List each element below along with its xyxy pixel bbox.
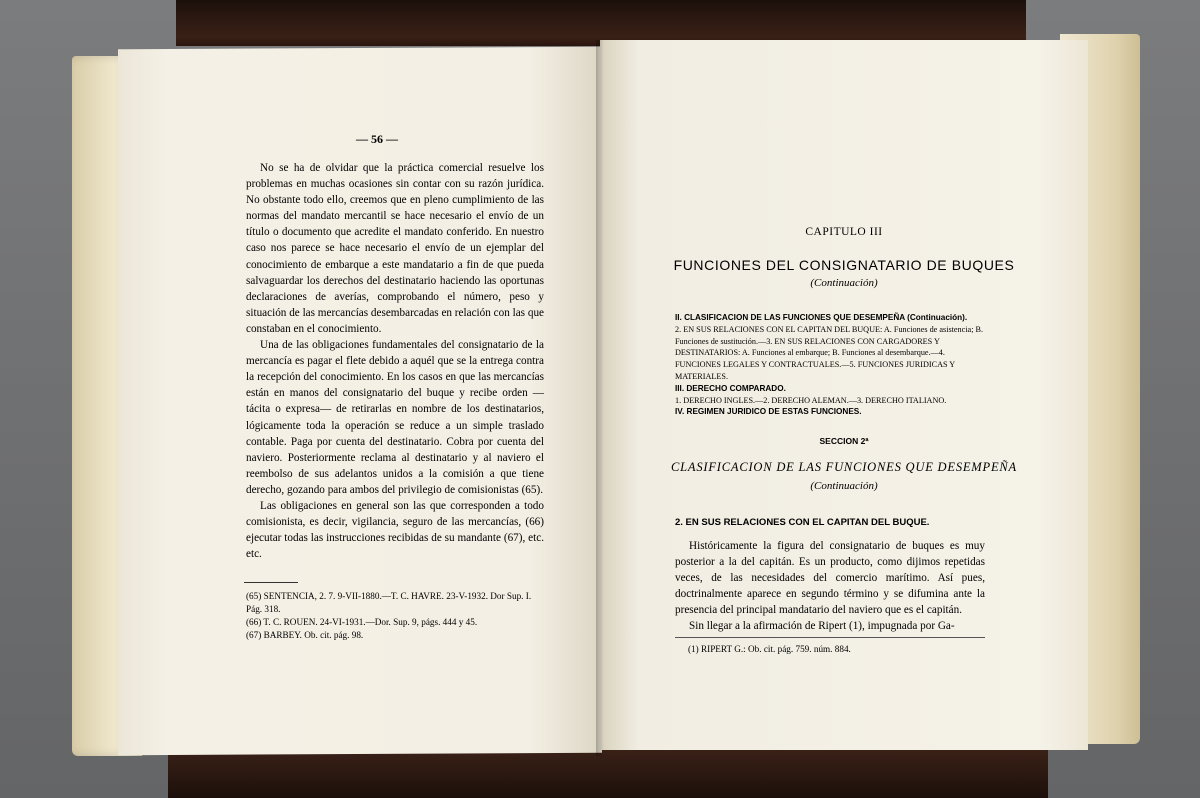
wooden-stand-bottom [168,748,1048,798]
summary-line: IV. REGIMEN JURIDICO DE ESTAS FUNCIONES. [675,407,862,417]
left-body-text [246,160,544,562]
book-gutter [596,40,604,756]
footnote: (65) SENTENCIA, 2. 7. 9-VII-1880.—T. C. HAVRE. 23-V-1932. Dor Sup. I. Pág. 318. [246,591,532,614]
chapter-title: FUNCIONES DEL CONSIGNATARIO DE BUQUES [673,257,1015,273]
summary-line: III. DERECHO COMPARADO. [675,383,786,393]
footnote: (66) T. C. ROUEN. 24-VI-1931.—Dor. Sup. 9, págs. 444 y 45. [246,617,478,627]
section-label: SECCION 2ª [819,436,869,446]
footnote-rule [244,582,298,583]
subsection-heading: 2. EN SUS RELACIONES CON EL CAPITAN DEL BUQUE. [675,517,930,528]
paragraph: Históricamente la figura del consignatario de buques es muy posterior a la del capitán. Es un producto, como dijimos repetidas veces, de las necesidades del comercio marítimo. Así pues, doctrinalmente aparece en segundo término y se difumina ante la presencia del principal mandatario del naviero que es el capitán. [675,540,985,617]
summary-line: II. CLASIFICACION DE LAS FUNCIONES QUE DESEMPEÑA (Continuación). [675,313,968,322]
paragraph: Una de las obligaciones fundamentales del consignatario de la mercancía es pagar el flete debido a aquél que se la entrega contra la recepción del conocimiento. En los casos en que las mercancías están en manos del consignatario del buque y recibe orden —tácita o expresa— de retirarlas en nombre de los destinatarios, lógicamente toda la operación se reduce a un simple traslado contable. Paga por cuenta del destinatario. Cobra por cuenta del naviero. Posteriormente reclama al destinatario y al naviero el reembolso de sus adelantos unidos a la comisión a que tiene derecho, gozando para ambos del privilegio de comisionistas (65). [246,339,544,496]
chapter-summary [675,312,985,418]
right-footnote: (1) RIPERT G.: Ob. cit. pág. 759. núm. 884. [688,644,851,654]
summary-line: 1. DERECHO INGLES.—2. DERECHO ALEMAN.—3. DERECHO ITALIANO. [675,395,947,405]
section-title: CLASIFICACION DE LAS FUNCIONES QUE DESEMPEÑA [671,460,1017,474]
footnote-rule [675,637,985,638]
paragraph: No se ha de olvidar que la práctica comercial resuelve los problemas en muchas ocasiones sin contar con su razón jurídica. No obstante todo ello, creemos que en pleno cumplimiento de las normas del mandato mercantil se hace necesario el envío de un título o documento que acredite el mandato conferido. En nuestro caso nos parece se hace necesario el envío de un ejemplar del conocimiento de embarque a este mandatario a fin de que pueda salvaguardar los derechos del destinatario haciendo las oportunas declaraciones de averías, comprobando el número, peso y situación de las mercancías desembarcadas en relación con las que constaban en el conocimiento. [246,162,544,335]
paragraph: Sin llegar a la afirmación de Ripert (1), impugnada por Ga- [689,620,955,633]
paragraph: Las obligaciones en general son las que corresponden a todo comisionista, es decir, vigilancia, seguro de las mercancías, (66) ejecutar todas las instrucciones recibidas de su mandante (67), etc. etc. [246,499,544,561]
right-body-text [675,538,985,635]
summary-line: 2. EN SUS RELACIONES CON EL CAPITAN DEL BUQUE: A. Funciones de asistencia; B. Funciones de sustitución.—3. EN SUS RELACIONES CON CARGADORES Y DESTINATARIOS: A. Funciones al embarque; B. Funciones al desembarque.—4. FUNCIONES LEGALES Y CONTRACTUALES.—5. FUNCIONES JURIDICAS Y MATERIALES. [675,324,984,381]
page-number: — 56 — [356,132,398,146]
left-footnotes [246,590,546,642]
chapter-label: CAPITULO III [805,226,883,238]
chapter-subtitle: (Continuación) [810,277,878,289]
section-subtitle: (Continuación) [810,480,878,492]
footnote: (67) BARBEY. Ob. cit. pág. 98. [246,630,364,640]
